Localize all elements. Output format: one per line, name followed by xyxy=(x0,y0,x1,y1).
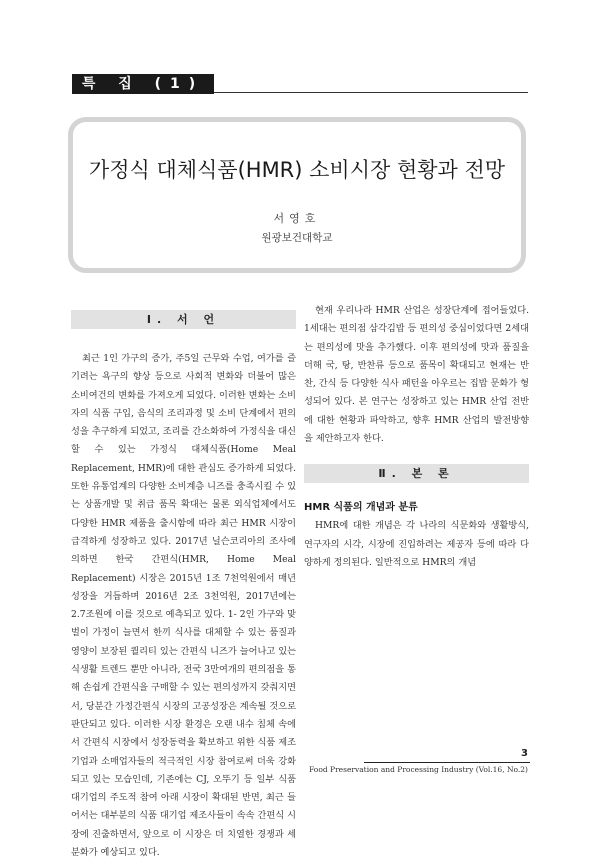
journal-citation: Food Preservation and Processing Industry (Vol.16, No.2) xyxy=(309,765,528,774)
author-name: 서영호 xyxy=(273,212,321,225)
author-affiliation: 원광보건대학교 xyxy=(261,232,333,244)
section-heading-body: Ⅱ. 본 론 xyxy=(304,464,529,483)
header-rule xyxy=(214,92,528,93)
left-column xyxy=(71,310,296,862)
right-column xyxy=(304,302,529,572)
title-box xyxy=(68,117,526,273)
page-number: 3 xyxy=(521,748,528,759)
feature-tag: 특 집 (1) xyxy=(72,74,214,94)
body-paragraph-1: HMR에 대한 개념은 각 나라의 식문화와 생활방식, 연구자의 시각, 시장에 진입하려는 제공자 등에 따라 다양하게 정의된다. 일반적으로 HMR의 개념 xyxy=(304,520,529,568)
intro-paragraph-1: 최근 1인 가구의 증가, 주5일 근무와 수업, 여가를 즐기려는 욕구의 향상 등으로 사회적 변화와 더불어 많은 소비여건의 변화를 가져오게 되었다. 이러한 변화는 소비자의 식품 구입, 음식의 조리과정 및 소비 단계에서 편의성을 추구하게 되었고, 조리를 간소화하여 가정식을 대신할 수 있는 가정식 대체식품(Home Meal Replacement, HMR)에 대한 관심도 증가하게 되었다. 또한 유통업계의 다양한 소비계층 니즈를 충족시킬 수 있는 상품개발 및 취급 품목 확대는 물론 외식업체에서도 다양한 HMR 제품을 출시함에 따라 최근 HMR 시장이 급격하게 성장하고 있다. 2017년 닐슨코리아의 조사에 의하면 한국 간편식(HMR, Home Meal Replacement) 시장은 2015년 1조 7천억원에서 매년 성장을 거듭하며 2016년 2조 3천억원, 2017년에는 2.7조원에 이를 것으로 예측되고 있다. 1- 2인 가구와 맞벌이 가정이 늘면서 한끼 식사를 대체할 수 있는 품질과 영양이 보장된 퀄리티 있는 간편식 니즈가 늘어나고 있는 식생활 트렌드 뿐만 아니라, 전국 3만여개의 편의점을 통해 손쉽게 간편식을 구매할 수 있는 편의성까지 갖춰지면서, 당분간 가정간편식 시장의 고공성장은 계속될 것으로 판단되고 있다. 이러한 시장 환경은 오랜 내수 침체 속에서 간편식 시장에서 성장동력을 확보하고 위한 식품 제조기업과 소매업자들의 적극적인 시장 참여로써 더욱 강화되고 있는 모습인데, 기존에는 CJ, 오뚜기 등 일부 식품 대기업의 주도적 참여 아래 시장이 확대된 반면, 최근 들어서는 대부분의 식품 대기업 제조사들이 속속 간편식 시장에 진출하면서, 앞으로 이 시장은 더 치열한 경쟁과 세분화가 예상되고 있다. xyxy=(71,353,296,859)
article-title: 가정식 대체식품(HMR) 소비시장 현황과 전망 xyxy=(88,158,506,182)
section-heading-intro: Ⅰ. 서 언 xyxy=(71,310,296,329)
subsection-heading: HMR 식품의 개념과 분류 xyxy=(304,502,418,514)
intro-paragraph-2: 현재 우리나라 HMR 산업은 성장단계에 접어들었다. 1세대는 편의점 삼각김밥 등 편의성 중심이었다면 2세대는 편의성에 맛을 추가했다. 이후 편의성에 맛과 품질을 더해 국, 탕, 반찬류 등으로 품목이 확대되고 현재는 반찬, 간식 등 다양한 식사 패턴을 아우르는 집밥 문화가 형성되어 있다. 본 연구는 성장하고 있는 HMR 산업 전반에 대한 현황과 파악하고, 향후 HMR 산업의 발전방향을 제안하고자 한다. xyxy=(304,305,529,445)
footer-rule xyxy=(364,762,530,763)
